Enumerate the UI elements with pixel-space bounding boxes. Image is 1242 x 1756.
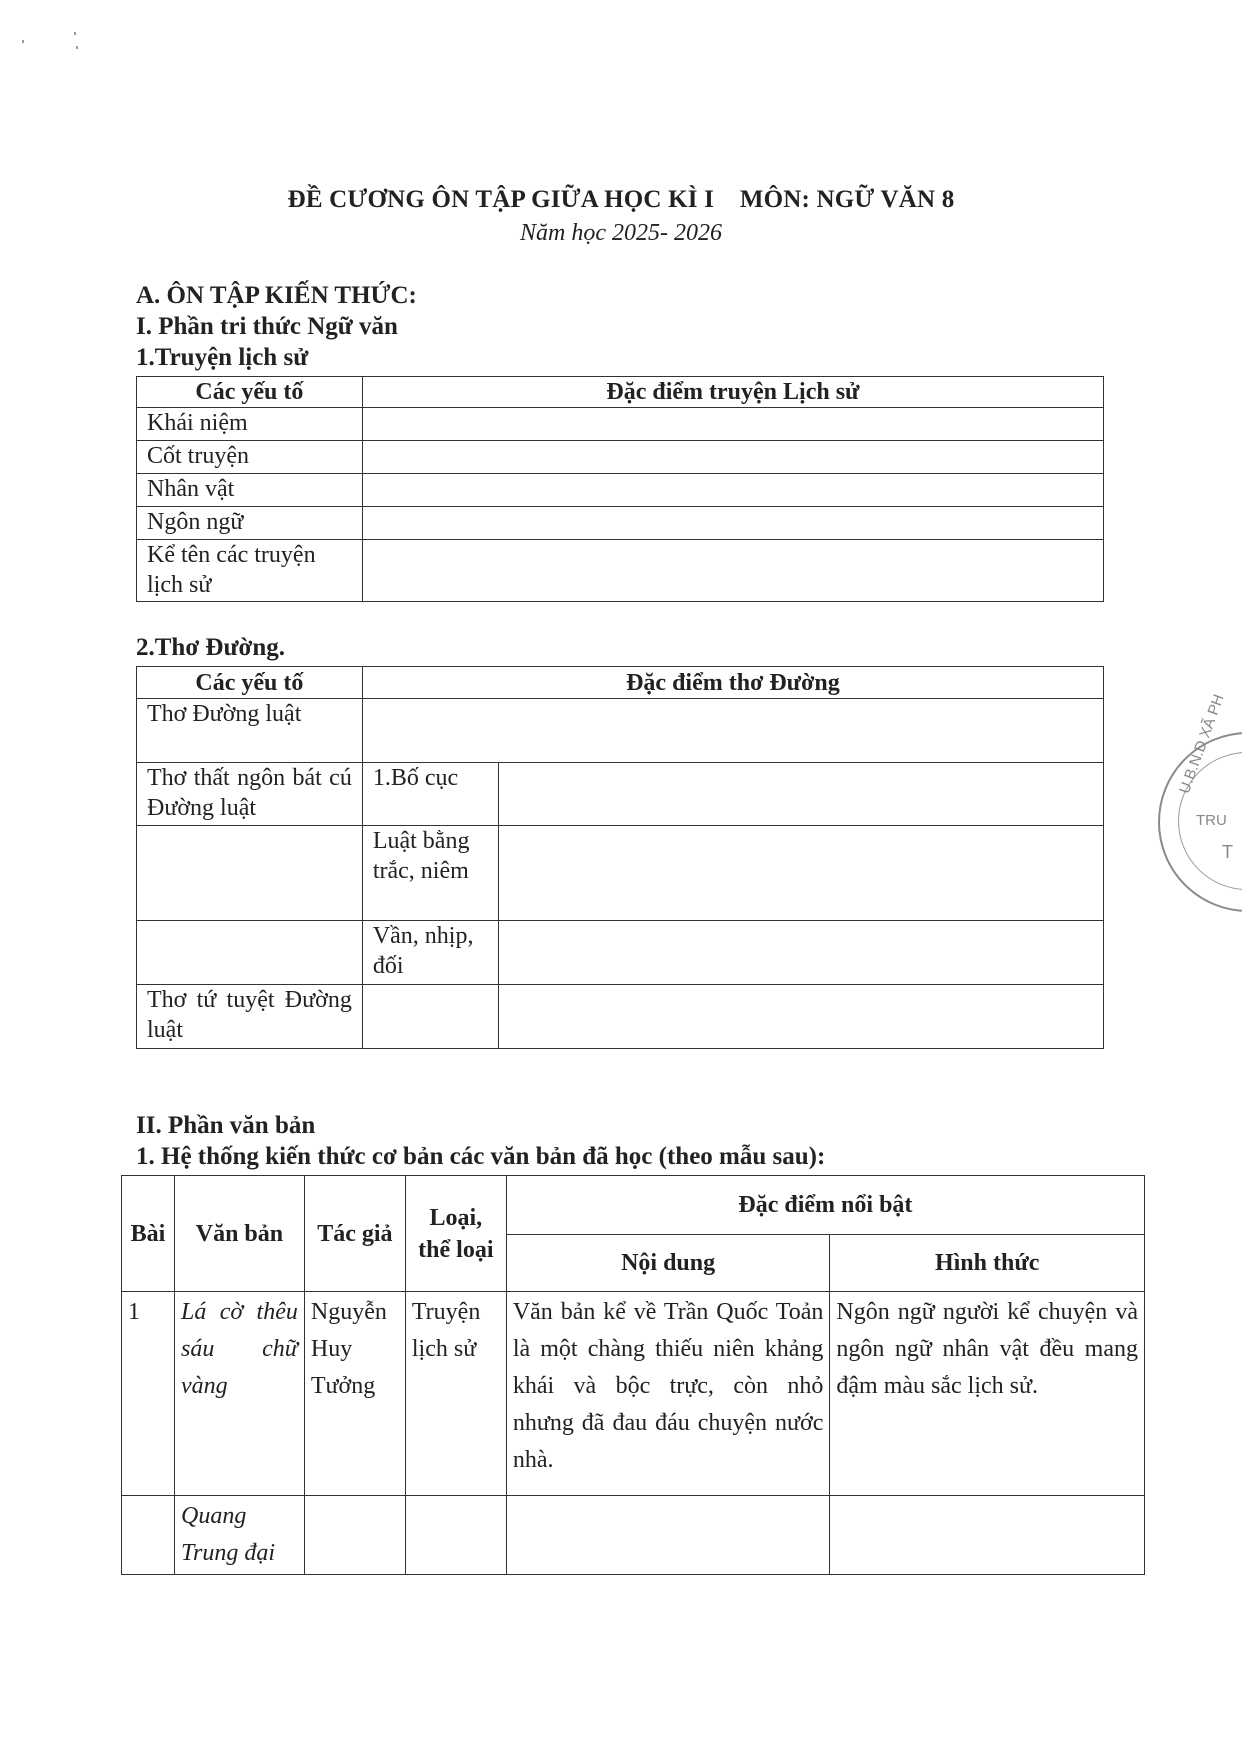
row-value — [498, 921, 1103, 985]
table-row — [137, 507, 1104, 540]
part-2-subheading: 1. Hệ thống kiến thức cơ bản các văn bản đã học (theo mẫu sau): — [136, 1143, 826, 1170]
column-header: Đặc điểm truyện Lịch sử — [362, 377, 1103, 408]
van-ban-table — [121, 1175, 1145, 1575]
content: Văn bản kể về Trần Quốc Toản là một chàng thiếu niên khảng khái và bộc trực, còn nhỏ nhưng đã đau đáu chuyện nước nhà. — [506, 1292, 830, 1496]
genre — [405, 1496, 506, 1575]
row-value — [498, 985, 1103, 1049]
column-header: Các yếu tố — [137, 667, 363, 699]
row-value — [362, 540, 1103, 602]
row-label: Thơ tứ tuyệt Đường luật — [137, 985, 363, 1049]
scan-speck — [22, 40, 24, 43]
part-1-heading: I. Phần tri thức Ngữ văn — [136, 313, 398, 340]
row-value — [362, 985, 498, 1049]
row-label: Nhân vật — [137, 474, 363, 507]
tho-duong-heading: 2.Thơ Đường. — [136, 634, 285, 661]
form: Ngôn ngữ người kể chuyện và ngôn ngữ nhân vật đều mang đậm màu sắc lịch sử. — [830, 1292, 1145, 1496]
row-label: Khái niệm — [137, 408, 363, 441]
table-row — [137, 699, 1104, 763]
row-value — [362, 507, 1103, 540]
form — [830, 1496, 1145, 1575]
column-header: Loại, thể loại — [405, 1176, 506, 1292]
sub-label: Vần, nhịp, đối — [362, 921, 498, 985]
table-row — [137, 763, 1104, 826]
author — [304, 1496, 405, 1575]
table-row — [122, 1292, 1145, 1496]
scan-speck — [74, 32, 76, 35]
column-header: Hình thức — [830, 1235, 1145, 1292]
stamp-inner-text: TRU — [1196, 812, 1227, 829]
row-value — [362, 408, 1103, 441]
column-header: Văn bản — [174, 1176, 304, 1292]
content — [506, 1496, 830, 1575]
row-label: Kể tên các truyện lịch sử — [137, 540, 363, 602]
column-header: Bài — [122, 1176, 175, 1292]
truyen-lich-su-heading: 1.Truyện lịch sử — [136, 344, 309, 371]
table-row — [137, 408, 1104, 441]
row-label — [137, 826, 363, 921]
table-row — [137, 826, 1104, 921]
row-label: Cốt truyện — [137, 441, 363, 474]
table-row — [137, 921, 1104, 985]
row-label: Thơ Đường luật — [137, 699, 363, 763]
lesson-number — [122, 1496, 175, 1575]
row-value — [498, 826, 1103, 921]
lesson-number: 1 — [122, 1292, 175, 1496]
stamp-center-letter: T — [1222, 842, 1233, 862]
row-value — [498, 763, 1103, 826]
row-label — [137, 921, 363, 985]
text-title: Quang Trung đại — [174, 1496, 304, 1575]
table-row — [137, 441, 1104, 474]
table-row — [137, 474, 1104, 507]
truyen-lich-su-table — [136, 376, 1104, 602]
tho-duong-table — [136, 666, 1104, 1049]
table-row — [137, 540, 1104, 602]
column-header: Đặc điểm thơ Đường — [362, 667, 1103, 699]
table-row — [137, 985, 1104, 1049]
row-label: Ngôn ngữ — [137, 507, 363, 540]
column-header: Các yếu tố — [137, 377, 363, 408]
row-value — [362, 441, 1103, 474]
column-header: Tác giả — [304, 1176, 405, 1292]
sub-label: 1.Bố cục — [362, 763, 498, 826]
genre: Truyện lịch sử — [405, 1292, 506, 1496]
section-a-heading: A. ÔN TẬP KIẾN THỨC: — [136, 282, 417, 309]
scan-speck — [76, 46, 78, 49]
school-year: Năm học 2025- 2026 — [520, 220, 722, 246]
document-title: ĐỀ CƯƠNG ÔN TẬP GIỮA HỌC KÌ I MÔN: NGỮ VĂN 8 — [287, 186, 955, 213]
stamp-ring-text: U.B.N.D XÃ PH — [1176, 692, 1228, 796]
column-header: Đặc điểm nổi bật — [506, 1176, 1144, 1235]
author: Nguyễn Huy Tưởng — [304, 1292, 405, 1496]
part-2-heading: II. Phần văn bản — [136, 1112, 316, 1139]
row-value — [362, 474, 1103, 507]
row-value — [362, 699, 1103, 763]
column-header: Nội dung — [506, 1235, 830, 1292]
row-label: Thơ thất ngôn bát cú Đường luật — [137, 763, 363, 826]
table-row — [122, 1496, 1145, 1575]
text-title: Lá cờ thêu sáu chữ vàng — [174, 1292, 304, 1496]
sub-label: Luật bằng trắc, niêm — [362, 826, 498, 921]
